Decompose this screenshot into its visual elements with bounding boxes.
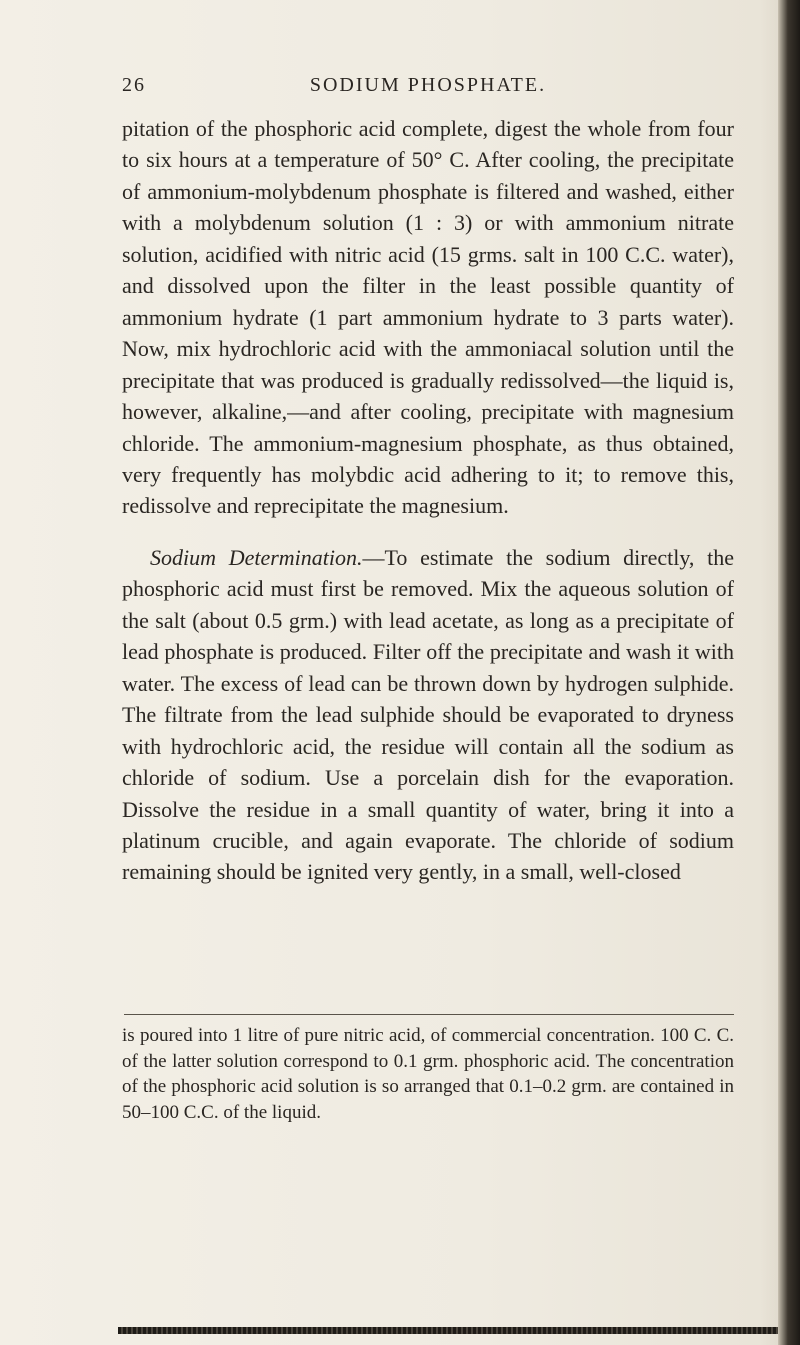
page-header: [122, 74, 734, 104]
page-bottom-edge: [118, 1327, 780, 1334]
footnote: is poured into 1 litre of pure nitric acid, of commercial concentration. 100 C. C. of the latter solution correspond to 0.1 grm. phosphoric acid. The concentration of the phosphoric acid solution is so arranged that 0.1–0.2 grm. are contained in 50–100 C.C. of the liquid.: [122, 1025, 734, 1123]
paragraph: [122, 542, 734, 888]
paragraph: pitation of the phosphoric acid complete, digest the whole from four to six hours at a temperature of 50° C. After cooling, the precipitate of ammonium-molybdenum phosphate is filtered and washed, either with a molybdenum solution (1 : 3) or with ammonium nitrate solution, acidified with nitric acid (15 grms. salt in 100 C.C. water), and dissolved upon the filter in the least possible quantity of ammonium hydrate (1 part ammonium hydrate to 3 parts water). Now, mix hydrochloric acid with the ammoniacal solution until the precipitate that was produced is gradually redissolved—the liquid is, however, alkaline,—and after cooling, precipitate with magnesium chloride. The ammonium-magnesium phosphate, as thus obtained, very frequently has molybdic acid adhering to it; to remove this, redissolve and reprecipitate the magnesium.: [122, 116, 734, 519]
footnote-divider: [124, 1014, 734, 1015]
paragraph-text: —To estimate the sodium directly, the phosphoric acid must first be removed. Mix the aqueous solution of the salt (about 0.5 grm.) with lead acetate, as long as a precipitate of lead phosphate is produced. Filter off the precipitate and wash it with water. The excess of lead can be thrown down by hydrogen sulphide. The filtrate from the lead sulphide should be evaporated to dryness with hydrochloric acid, the residue will contain all the sodium as chloride of sodium. Use a porcelain dish for the evaporation. Dissolve the residue in a small quantity of water, bring it into a platinum crucible, and again evaporate. The chloride of sodium remaining should be ignited very gently, in a small, well-closed: [122, 544, 734, 885]
section-title: Sodium Determination.: [150, 544, 363, 570]
main-text: [122, 113, 734, 888]
book-spine-shadow: [778, 0, 800, 1345]
page-number: 26: [122, 74, 146, 96]
running-head: SODIUM PHOSPHATE.: [309, 74, 547, 96]
